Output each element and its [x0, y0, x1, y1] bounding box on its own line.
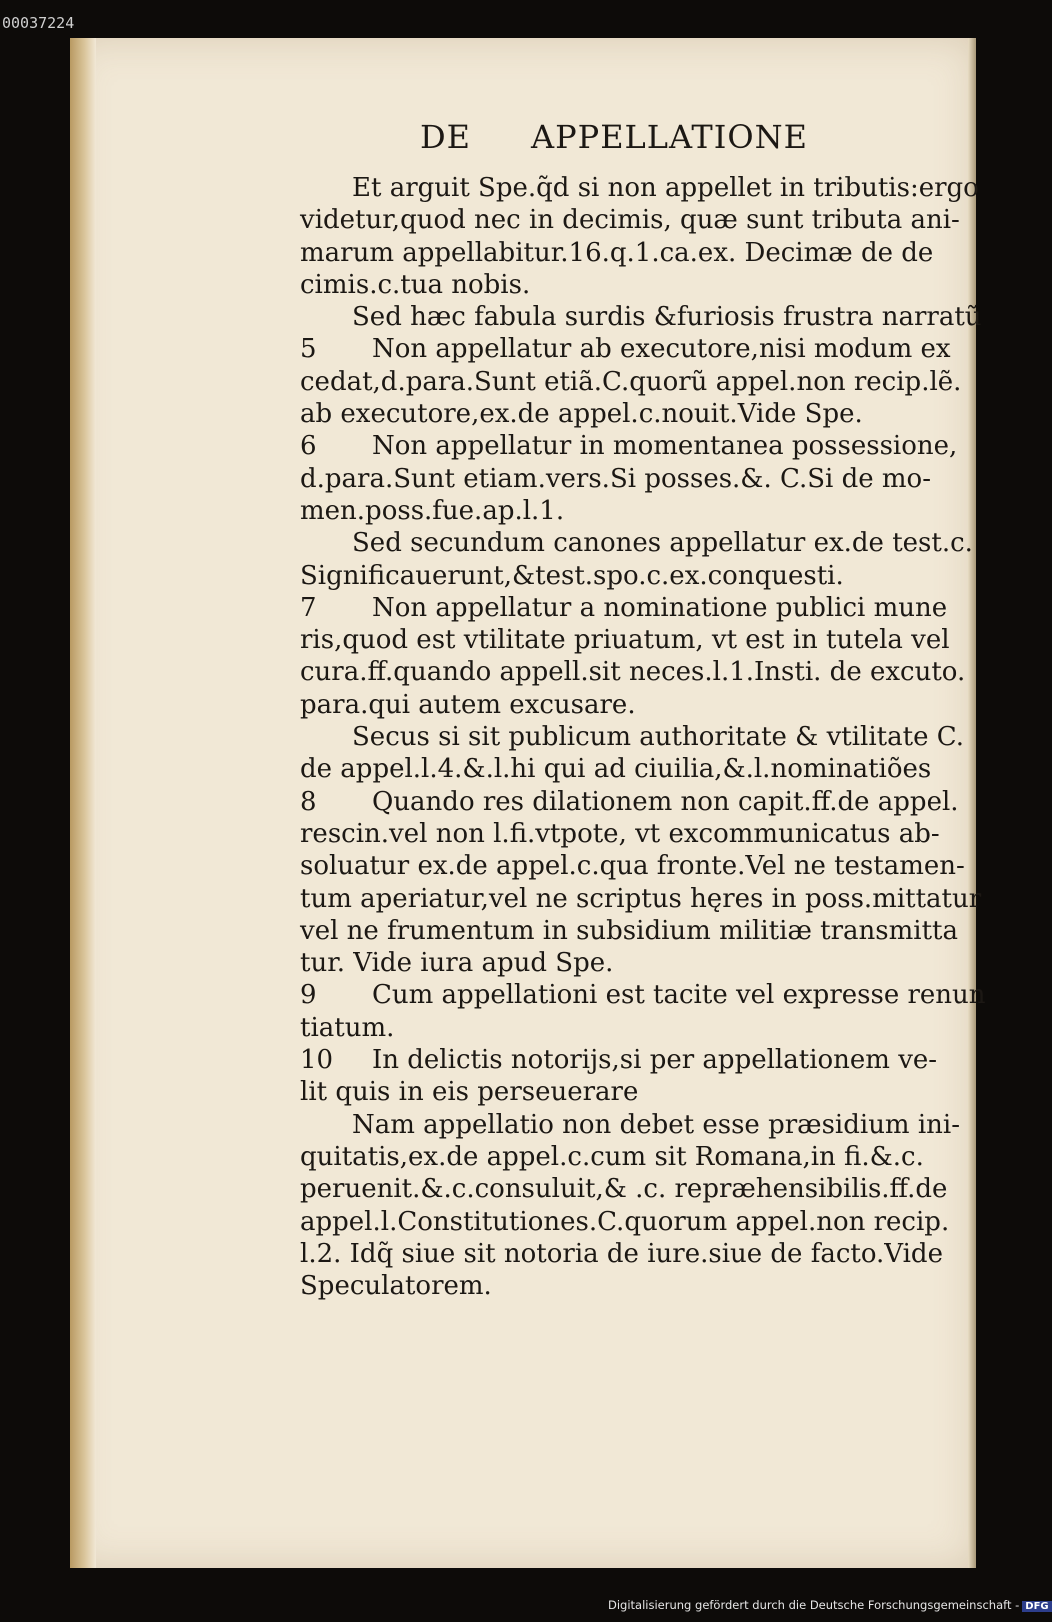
line-text: Cum appellationi est tacite vel expresse renun [372, 980, 986, 1011]
line-text: d.para.Sunt etiam.vers.Si posses.&. C.Si de mo- [300, 463, 931, 494]
text-line [300, 398, 972, 430]
text-line [300, 495, 972, 527]
section-number: 10 [300, 1045, 334, 1076]
text-line [300, 721, 972, 753]
line-text: Secus si sit publicum authoritate & vtilitate C. [352, 722, 964, 753]
line-text: soluatur ex.de appel.c.qua fronte.Vel ne testamen- [300, 851, 965, 882]
text-line [300, 624, 972, 656]
scan-id-label: 00037224 [2, 14, 75, 32]
line-text: Non appellatur in momentanea possessione, [372, 431, 958, 462]
line-text: Quando res dilationem non capit.ff.de appel. [372, 786, 959, 817]
header-word-2: APPELLATIONE [531, 118, 808, 156]
body-text [300, 172, 986, 1302]
line-text: Non appellatur a nominatione publici mune [372, 592, 948, 623]
text-line [300, 430, 972, 462]
page-gutter-edge [70, 38, 96, 1568]
line-text: tur. Vide iura apud Spe. [300, 948, 614, 979]
line-text: Significauerunt,&test.spo.c.ex.conquesti. [300, 560, 844, 591]
text-line [300, 818, 972, 850]
running-header [420, 118, 808, 156]
line-text: appel.l.Constitutiones.C.quorum appel.non recip. [300, 1206, 950, 1237]
line-text: cimis.c.tua nobis. [300, 269, 531, 300]
funding-footer [608, 1598, 1052, 1612]
text-line [300, 753, 972, 785]
line-text: peruenit.&.c.consuluit,& .c. repræhensibilis.ff.de [300, 1174, 948, 1205]
line-text: Speculatorem. [300, 1271, 492, 1302]
text-line [300, 850, 972, 882]
header-word-1: DE [420, 118, 472, 156]
text-line [300, 1238, 972, 1270]
text-line [300, 527, 972, 559]
section-number: 9 [300, 980, 317, 1011]
text-line [300, 592, 972, 624]
line-text: In delictis notorijs,si per appellationem ve- [372, 1045, 938, 1076]
section-number: 7 [300, 592, 317, 623]
text-line [300, 656, 972, 688]
footer-text: Digitalisierung gefördert durch die Deutsche Forschungsgemeinschaft - [608, 1598, 1020, 1612]
text-line [300, 915, 972, 947]
line-text: para.qui autem excusare. [300, 689, 636, 720]
line-text: videtur,quod nec in decimis, quæ sunt tributa ani- [300, 205, 960, 236]
text-line [300, 786, 972, 818]
text-line [300, 1141, 972, 1173]
line-text: quitatis,ex.de appel.c.cum sit Romana,in fi.&.c. [300, 1141, 924, 1172]
text-line [300, 1173, 972, 1205]
text-line [300, 172, 979, 204]
line-text: vel ne frumentum in subsidium militiæ transmitta [300, 915, 958, 946]
text-line [300, 237, 972, 269]
text-line [300, 689, 972, 721]
text-line [300, 1076, 972, 1108]
line-text: Non appellatur ab executore,nisi modum ex [372, 334, 951, 365]
text-line [300, 1109, 972, 1141]
text-line [300, 1012, 972, 1044]
line-text: ab executore,ex.de appel.c.nouit.Vide Spe. [300, 399, 863, 430]
text-line [300, 560, 972, 592]
text-line [300, 947, 972, 979]
text-line [300, 301, 982, 333]
line-text: Nam appellatio non debet esse præsidium ini- [352, 1109, 961, 1140]
text-line [300, 333, 972, 365]
text-line [300, 204, 972, 236]
section-number: 5 [300, 334, 317, 365]
text-line [300, 1044, 972, 1076]
line-text: Sed hæc fabula surdis &furiosis frustra narratũ [352, 302, 982, 333]
line-text: Et arguit Spe.q̃d si non appellet in tributis:ergo [352, 173, 979, 203]
text-line [300, 366, 972, 398]
line-text: marum appellabitur.16.q.1.ca.ex. Decimæ de de [300, 237, 934, 268]
line-text: cedat,d.para.Sunt etiã.C.quorũ appel.non recip.lẽ. [300, 366, 962, 397]
text-line [300, 269, 972, 301]
line-text: lit quis in eis perseuerare [300, 1077, 639, 1108]
line-text: de appel.l.4.&.l.hi qui ad ciuilia,&.l.nominatiões [300, 754, 932, 785]
line-text: tum aperiatur,vel ne scriptus hęres in poss.mittatur [300, 883, 982, 914]
section-number: 6 [300, 431, 317, 462]
text-line [300, 463, 972, 495]
line-text: Sed secundum canones appellatur ex.de test.c. [352, 528, 973, 559]
text-line [300, 1270, 972, 1302]
line-text: cura.ff.quando appell.sit neces.l.1.Insti. de excuto. [300, 657, 966, 688]
dfg-logo: DFG [1022, 1601, 1051, 1612]
section-number: 8 [300, 786, 317, 817]
line-text: tiatum. [300, 1012, 395, 1043]
line-text: ris,quod est vtilitate priuatum, vt est in tutela vel [300, 625, 950, 656]
line-text: l.2. Idq̃ siue sit notoria de iure.siue de facto.Vide [300, 1238, 943, 1269]
text-line [300, 979, 986, 1011]
text-line [300, 1206, 972, 1238]
line-text: men.poss.fue.ap.l.1. [300, 495, 565, 526]
text-line [300, 883, 982, 915]
line-text: rescin.vel non l.fi.vtpote, vt excommunicatus ab- [300, 818, 940, 849]
